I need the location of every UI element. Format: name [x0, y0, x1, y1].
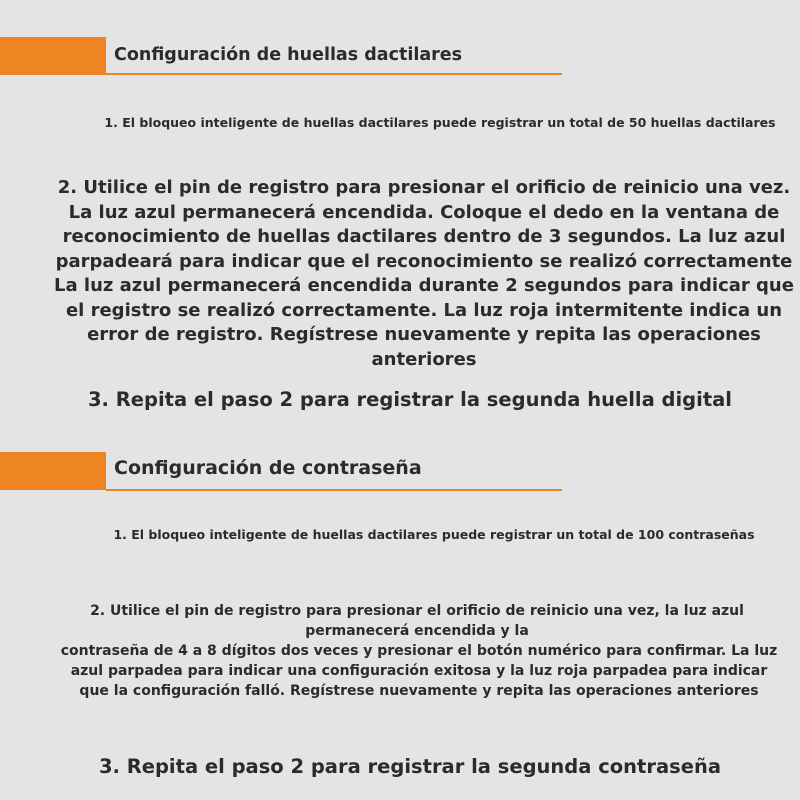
section-password-header: [0, 452, 800, 492]
fingerprint-step-1: 1. El bloqueo inteligente de huellas dactilares puede registrar un total de 50 huellas dactilares: [104, 115, 776, 130]
section-underline: [106, 489, 562, 491]
password-step-3: 3. Repita el paso 2 para registrar la segunda contraseña: [98, 755, 722, 778]
orange-accent-block: [0, 452, 106, 490]
section-title-fingerprint: Configuración de huellas dactilares: [114, 45, 463, 65]
password-step-2-continued: contraseña de 4 a 8 dígitos dos veces y presionar el botón numérico para confirmar. La luz azul parpadea para indicar una configuración exitosa y la luz roja parpadea para indicar que la configuración falló. Regístrese nuevamente y repita las operaciones anteriores: [60, 643, 778, 699]
password-step-1: 1. El bloqueo inteligente de huellas dactilares puede registrar un total de 100 contraseñas: [113, 527, 755, 542]
section-fingerprint-header: [0, 37, 800, 77]
orange-accent-block: [0, 37, 106, 75]
password-step-2: 2. Utilice el pin de registro para presionar el orificio de reinicio una vez, la luz azul permanecerá encendida y la: [90, 603, 744, 639]
section-underline: [106, 73, 562, 75]
section-title-password: Configuración de contraseña: [114, 457, 422, 479]
fingerprint-step-3: 3. Repita el paso 2 para registrar la segunda huella digital: [87, 388, 732, 411]
fingerprint-step-2: 2. Utilice el pin de registro para presionar el orificio de reinicio una vez. La luz azul permanecerá encendida. Coloque el dedo en la ventana de reconocimiento de huellas dactilares dentro de 3 segundos. La luz azul parpadeará para indicar que el reconocimiento se realizó correctamente La luz azul permanecerá encendida durante 2 segundos para indicar que el registro se realizó correctamente. La luz roja intermitente indica un error de registro. Regístrese nuevamente y repita las operaciones anteriores: [54, 177, 794, 370]
